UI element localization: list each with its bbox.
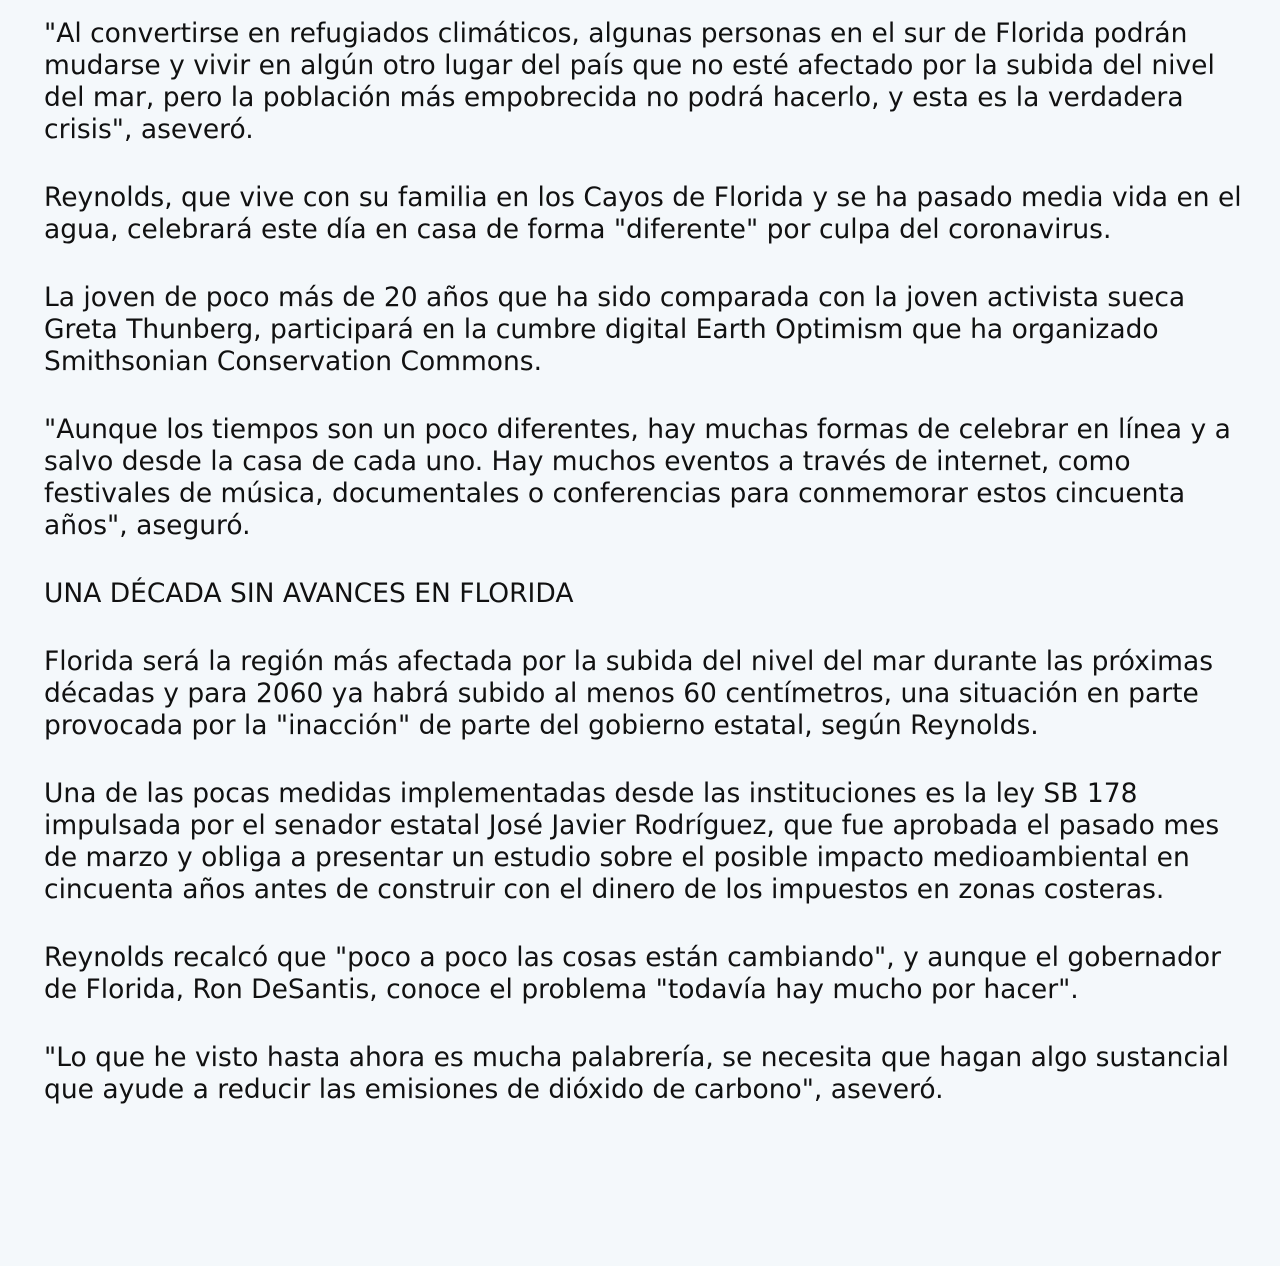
paragraph-refugiados: "Al convertirse en refugiados climáticos, algunas personas en el sur de Florida podrán mudarse y vivir en algún otro lugar del país que no esté afectado por la subida del nivel del mar, pero la población más empobrecida no podrá hacerlo, y esta es la verdadera crisis", aseveró. [44,18,1215,145]
section-heading: UNA DÉCADA SIN AVANCES EN FLORIDA [44,578,574,609]
paragraph-ley-sb178: Una de las pocas medidas implementadas desde las instituciones es la ley SB 178 impulsada por el senador estatal José Javier Rodríguez, que fue aprobada el pasado mes de marzo y obliga a presentar un estudio sobre el posible impacto medioambiental en cincuenta años antes de construir con el dinero de los impuestos en zonas costeras. [44,778,1220,905]
paragraph-reynolds-cayos: Reynolds, que vive con su familia en los Cayos de Florida y se ha pasado media vida en el agua, celebrará este día en casa de forma "diferente" por culpa del coronavirus. [44,182,1242,245]
paragraph-earth-optimism: La joven de poco más de 20 años que ha sido comparada con la joven activista sueca Greta Thunberg, participará en la cumbre digital Earth Optimism que ha organizado Smithsonian Conservation Commons. [44,282,1186,377]
paragraph-nivel-del-mar: Florida será la región más afectada por la subida del nivel del mar durante las próximas décadas y para 2060 ya habrá subido al menos 60 centímetros, una situación en parte provocada por la "inacción" de parte del gobierno estatal, según Reynolds. [44,646,1214,741]
paragraph-celebrar-en-linea: "Aunque los tiempos son un poco diferentes, hay muchas formas de celebrar en línea y a salvo desde la casa de cada uno. Hay muchos eventos a través de internet, como festivales de música, documentales o conferencias para conmemorar estos cincuenta años", aseguró. [44,414,1231,541]
paragraph-palabreria: "Lo que he visto hasta ahora es mucha palabrería, se necesita que hagan algo sustancial que ayude a reducir las emisiones de dióxido de carbono", aseveró. [44,1042,1229,1105]
paragraph-desantis: Reynolds recalcó que "poco a poco las cosas están cambiando", y aunque el gobernador de Florida, Ron DeSantis, conoce el problema "todavía hay mucho por hacer". [44,942,1221,1005]
